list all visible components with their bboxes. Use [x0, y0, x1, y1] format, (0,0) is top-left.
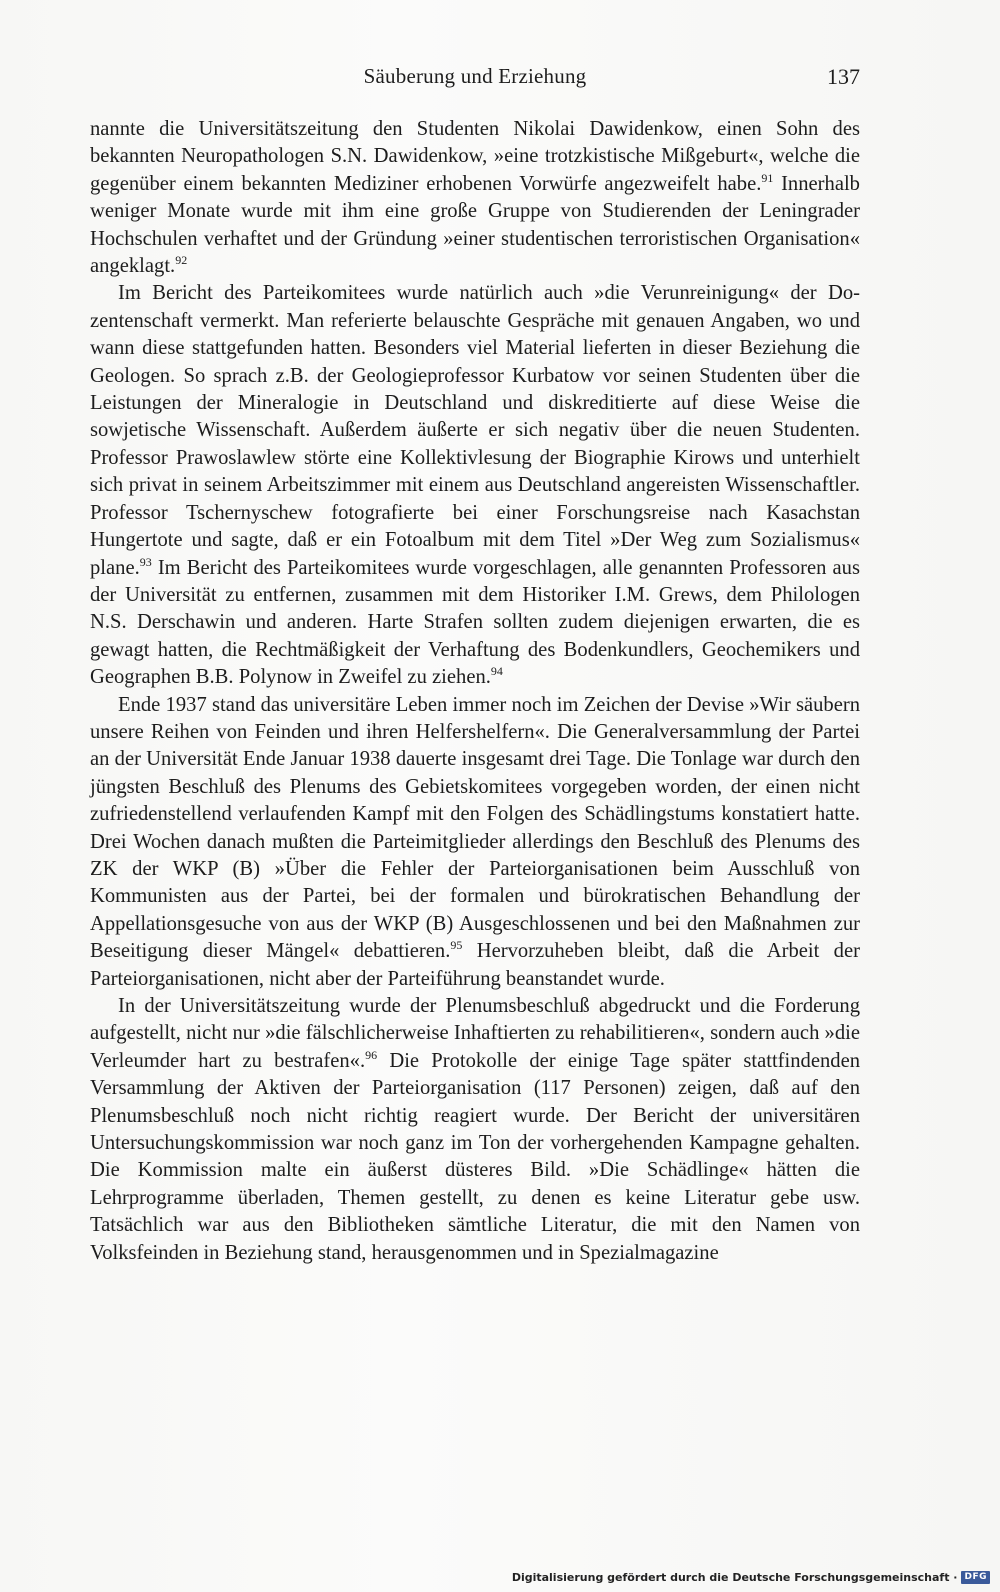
- footnote-marker: 92: [175, 253, 188, 268]
- text-run: Ende 1937 stand das universitäre Leben immer noch im Zeichen der Devise »Wir säubern unsere Reihen von Feinden und ihren Helfershelfern«. Die Generalversammlung der Partei an der Universität Ende Januar 1938 dauerte insgesamt drei Tage. Die Tonlage war durch den jüngsten Beschluß des Plenums des Gebietskomitees vorgegeben worden, der einen nicht zufriedenstellend verlaufenden Kampf mit den Folgen des Schädlingstums konstatiert hatte. Drei Wochen danach mußten die Parteimitglieder allerdings den Beschluß des Plenums des ZK der WKP (B) »Über die Fehler der Parteiorganisationen beim Ausschluß von Kommunisten aus der Partei, bei der formalen und bürokratischen Behandlung der Appellationsgesuche von aus der WKP (B) Ausgeschlossenen und bei den Maßnahmen zur Beseitigung dieser Mängel« debattieren.: [90, 693, 860, 963]
- body-text: [90, 116, 860, 1267]
- footer-credit: Digitalisierung gefördert durch die Deutsche Forschungsgemeinschaft ·: [511, 1570, 958, 1584]
- footnote-marker: 91: [761, 170, 774, 185]
- footnote-marker: 94: [490, 664, 503, 679]
- paragraph: [90, 993, 860, 1267]
- paragraph: [90, 116, 860, 280]
- dfg-logo-icon: DFG: [961, 1571, 990, 1584]
- text-run: nannte die Universitätszeitung den Studenten Nikolai Dawidenkow, einen Sohn des bekannten Neuropathologen S.N. Dawidenkow, »eine trotzkistische Mißgeburt«, welche die gegenüber einem bekannten Mediziner erhobenen Vorwürfe angezweifelt habe.: [90, 118, 860, 195]
- text-run: Innerhalb weniger Monate wurde mit ihm eine große Gruppe von Studierenden der Leningrader Hochschulen verhaftet und der Gründung »einer studentischen terroristischen Organisation« angeklagt.: [90, 172, 860, 278]
- paragraph: [90, 692, 860, 993]
- page-header: [90, 64, 860, 94]
- text-run: Im Bericht des Parteikomitees wurde vorgeschlagen, alle genannten Professoren aus der Universität zu entfernen, zusammen mit dem Historiker I.M. Grews, dem Philologen N.S. Derschawin und anderen. Harte Strafen sollten zudem diejenigen erwarten, die es gewagt hatten, die Rechtmäßigkeit der Verhaftung des Bodenkundlers, Geochemikers und Geographen B.B. Polynow in Zweifel zu ziehen.: [90, 556, 860, 689]
- text-run: Im Bericht des Parteikomitees wurde natürlich auch »die Verunreinigung« der Dozentenschaft vermerkt. Man referierte belauschte Gespräche mit genauen Angaben, wo und wann diese stattgefunden hatten. Besonders viel Material lieferten in dieser Beziehung die Geologen. So sprach z.B. der Geologieprofessor Kurbatow vor seinen Studenten über die Leistungen der Mineralogie in Deutschland und diskreditierte auf diese Weise die sowjetische Wissenschaft. Außerdem äußerte er sich negativ über die neuen Studenten. Professor Prawoslawlew störte eine Kollektivlesung der Biographie Kirows und unterhielt sich privat in seinem Arbeitszimmer mit einem aus Deutschland angereisten Wissenschaftler. Professor Tschernyschew fotografierte bei einer Forschungsreise nach Kasachstan Hungertote und sagte, daß er ein Fotoalbum mit dem Titel »Der Weg zum Sozialismus« plane.: [90, 282, 860, 579]
- footnote-marker: 96: [365, 1047, 378, 1062]
- text-run: In der Universitätszeitung wurde der Plenumsbeschluß abgedruckt und die Forderung aufgestellt, nicht nur »die fälschlicherweise Inhaftierten zu rehabilitieren«, sondern auch »die Verleumder hart zu bestrafen«.: [90, 995, 860, 1072]
- page-number: 137: [827, 64, 860, 89]
- text-run: Hervorzuheben bleibt, daß die Arbeit der Parteiorganisationen, nicht aber der Parteiführung beanstandet wurde.: [90, 940, 860, 990]
- digitization-footer: [512, 1568, 990, 1586]
- running-title: Säuberung und Erziehung: [363, 64, 587, 88]
- footnote-marker: 93: [139, 554, 152, 569]
- footnote-marker: 95: [450, 938, 463, 953]
- text-run: Die Protokolle der einige Tage später stattfindenden Versammlung der Aktiven der Parteiorganisation (117 Personen) zeigen, daß auf den Plenumsbeschluß noch nicht richtig reagiert wurde. Der Bericht der universitären Untersuchungskommission war noch ganz im Ton der vorhergehenden Kampagne gehalten. Die Kommission malte ein äußerst düsteres Bild. »Die Schädlinge« hätten die Lehrprogramme überladen, Themen gestellt, zu denen es keine Literatur gebe usw. Tatsächlich war aus den Bibliotheken sämtliche Literatur, die mit den Namen von Volksfeinden in Beziehung stand, herausgenommen und in Spezialmagazine: [90, 1049, 861, 1264]
- paragraph: [90, 280, 860, 691]
